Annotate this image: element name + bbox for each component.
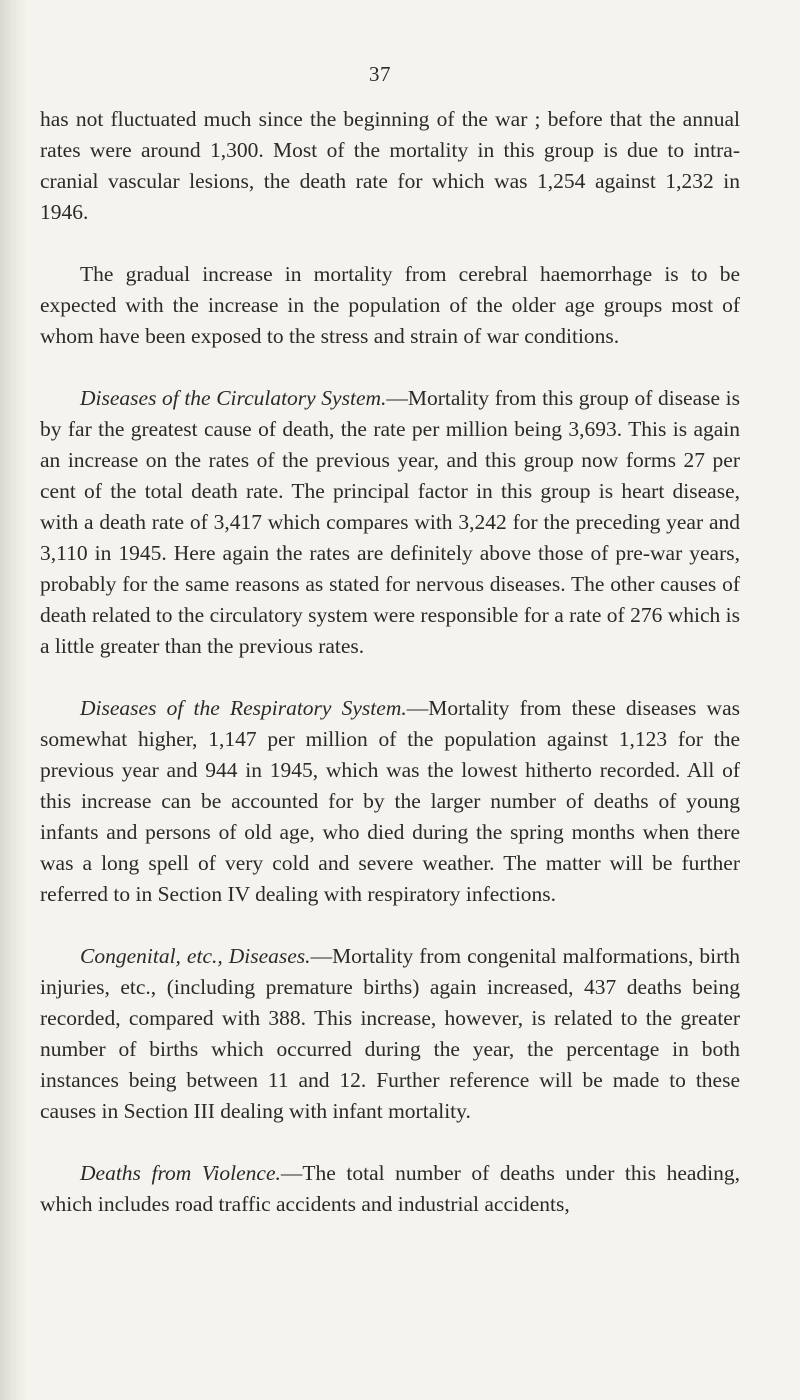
body-text [40, 104, 740, 1251]
paragraph-text: —Mortality from these diseases was somewhat higher, 1,147 per million of the population against 1,123 for the previous year and 944 in 1945, which was the lowest hitherto recorded. All of this increase can be accounted for by the larger number of deaths of young infants and persons of old age, who died during the spring months when there was a long spell of very cold and severe weather. The matter will be further referred to in Section IV dealing with respiratory infections. [40, 696, 740, 906]
paragraph-continuation [40, 104, 740, 228]
paragraph-congenital-diseases [40, 941, 740, 1127]
page-number: 37 [369, 62, 391, 86]
paragraph-text: has not fluctuated much since the beginning of the war ; before that the annual rates were around 1,300. Most of the mortality in this group is due to intra-cranial vascular lesions, the death rate for which was 1,254 against 1,232 in 1946. [40, 107, 740, 224]
paragraph-text: The gradual increase in mortality from cerebral haemorrhage is to be expected with the increase in the population of the older age groups most of whom have been exposed to the stress and strain of war conditions. [40, 262, 740, 348]
section-heading: Congenital, etc., Diseases. [80, 944, 311, 968]
paragraph-cerebral-haemorrhage [40, 259, 740, 352]
paragraph-text: —Mortality from this group of disease is by far the greatest cause of death, the rate per million being 3,693. This is again an increase on the rates of the previous year, and this group now forms 27 per cent of the total death rate. The principal factor in this group is heart disease, with a death rate of 3,417 which compares with 3,242 for the preceding year and 3,110 in 1945. Here again the rates are definitely above those of pre-war years, probably for the same reasons as stated for nervous diseases. The other causes of death related to the circulatory system were responsible for a rate of 276 which is a little greater than the previous rates. [40, 386, 740, 658]
section-heading: Diseases of the Circulatory System. [80, 386, 387, 410]
paragraph-text: —The total number of deaths under this heading, which includes road traffic accidents and industrial accidents, [40, 1161, 740, 1216]
paragraph-respiratory-system [40, 693, 740, 910]
page-binding-shadow [0, 0, 28, 1400]
section-heading: Deaths from Violence. [80, 1161, 281, 1185]
paragraph-text: —Mortality from congenital malformations, birth injuries, etc., (including premature births) again increased, 437 deaths being recorded, compared with 388. This increase, however, is related to the greater number of births which occurred during the year, the percentage in both instances being between 11 and 12. Further reference will be made to these causes in Section III dealing with infant mortality. [40, 944, 740, 1123]
paragraph-circulatory-system [40, 383, 740, 662]
paragraph-deaths-from-violence [40, 1158, 740, 1220]
section-heading: Diseases of the Respiratory System. [80, 696, 407, 720]
